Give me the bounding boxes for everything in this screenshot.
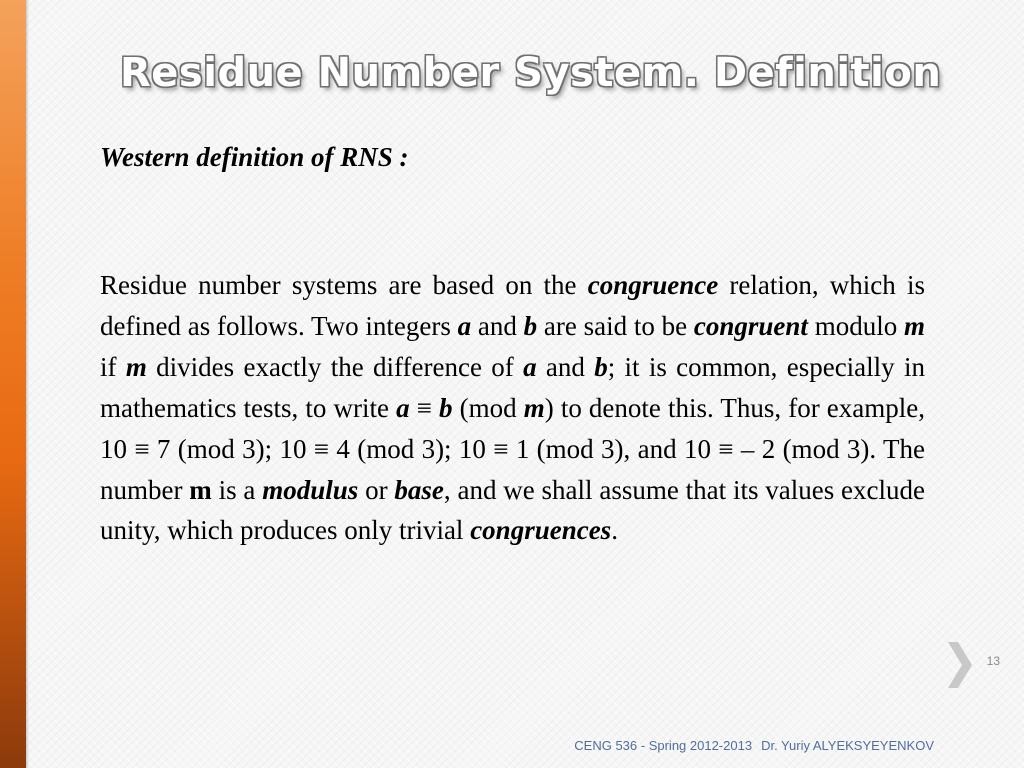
term-congruence: congruence — [587, 270, 719, 300]
body-text-segment: relation, which is defined as follows. Two integers — [100, 270, 925, 341]
chevron-right-icon[interactable] — [944, 640, 974, 690]
body-text-segment: and — [536, 351, 595, 382]
variable-m: m — [903, 310, 925, 341]
definition-paragraph — [100, 265, 925, 551]
body-text-segment: (mod — [452, 392, 524, 423]
body-text-segment: , and we shall assume that its values exclude unity, which produces only trivial — [100, 474, 926, 546]
term-modulus: modulus — [262, 474, 359, 505]
body-text-segment: ) to denote this. Thus, for example, 10 ≡ 7 (mod 3); 10 ≡ 4 (mod 3); 10 ≡ 1 (mod 3), and 10 ≡ – 2 (mod 3). The number — [100, 392, 926, 505]
slide-title: Residue Number System. Definition — [120, 50, 942, 96]
body-text-segment: ; it is common, especially in mathematics tests, to write — [100, 351, 925, 423]
footer-author: Dr. Yuriy ALYEKSYEYENKOV — [761, 738, 934, 753]
body-text-segment: . — [611, 515, 618, 546]
body-text-segment: if — [100, 351, 126, 382]
body-text-segment: and — [471, 310, 524, 341]
slide-subtitle: Western definition of RNS : — [100, 142, 409, 172]
footer-course: CENG 536 - Spring 2012-2013 — [574, 738, 753, 753]
term-congruences: congruences — [470, 515, 612, 546]
left-accent-bar — [0, 0, 26, 768]
equiv-symbol: ≡ — [409, 392, 440, 423]
variable-a: a — [523, 351, 537, 382]
body-text-segment: are said to be — [537, 310, 694, 341]
variable-m: m — [125, 351, 147, 382]
variable-a: a — [457, 310, 472, 341]
body-text-segment: modulo — [807, 310, 904, 341]
body-text-segment: is a — [211, 474, 263, 505]
variable-b: b — [439, 392, 453, 423]
term-congruent: congruent — [693, 310, 808, 341]
term-m: m — [189, 474, 212, 505]
variable-b: b — [594, 351, 608, 382]
slide-footer — [574, 738, 934, 753]
chevron-shape — [948, 642, 972, 688]
slide-number: 13 — [986, 654, 1000, 668]
term-base: base — [394, 474, 444, 505]
body-text-segment: or — [358, 474, 395, 505]
variable-m: m — [523, 392, 545, 423]
variable-a: a — [396, 392, 410, 423]
body-text-segment: Residue number systems are based on the — [100, 270, 588, 300]
body-text-segment: divides exactly the difference of — [146, 351, 524, 382]
variable-b: b — [523, 310, 538, 341]
